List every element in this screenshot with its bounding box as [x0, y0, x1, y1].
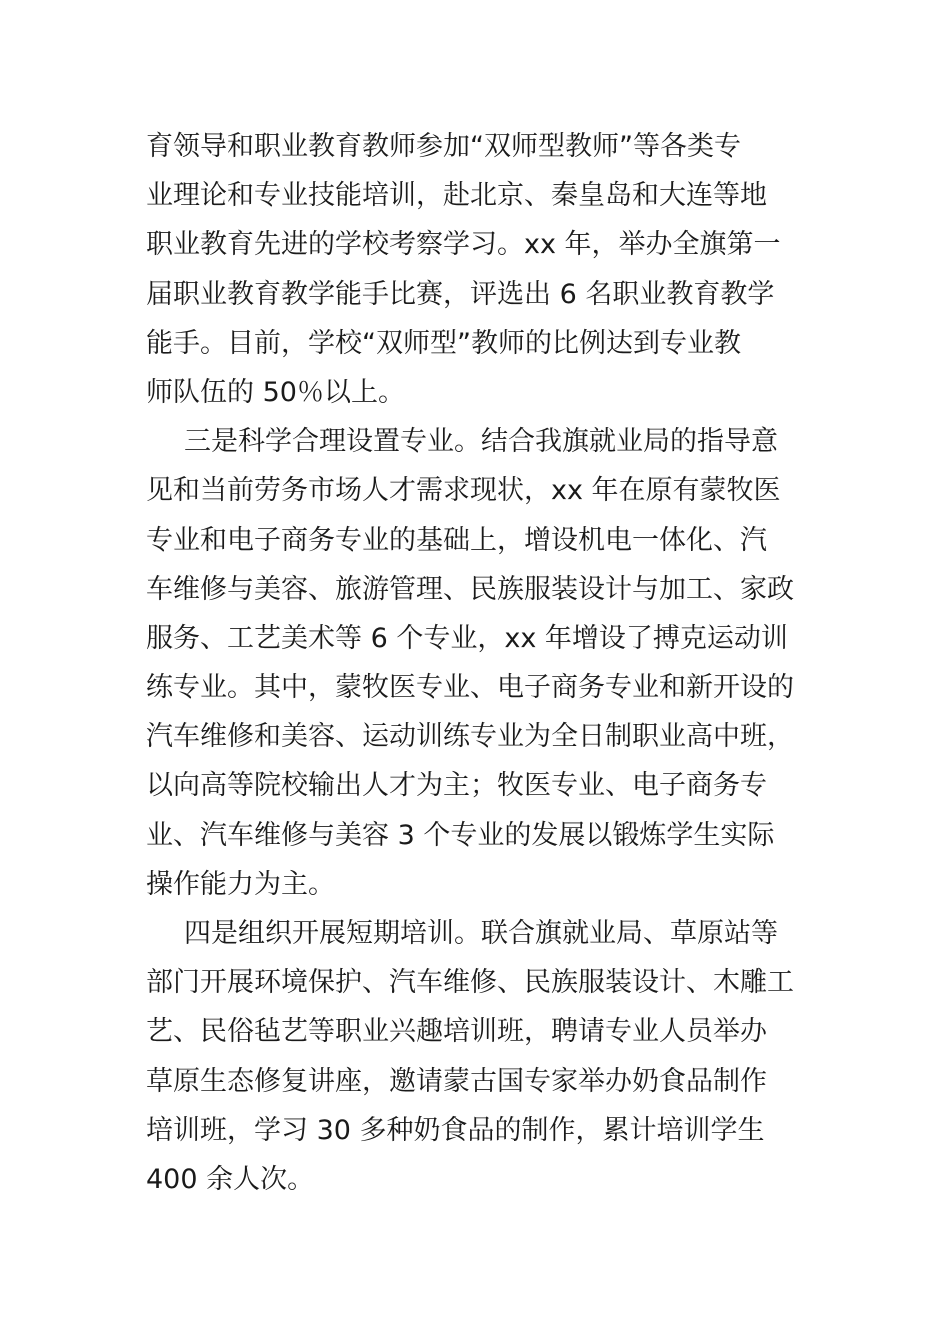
text-line: 培训班，学习 30 多种奶食品的制作，累计培训学生: [146, 1114, 765, 1146]
text-line: 操作能力为主。: [146, 868, 335, 900]
text-line: 专业和电子商务专业的基础上，增设机电一体化、汽: [146, 524, 767, 556]
text-line: 400 余人次。: [146, 1163, 315, 1195]
paragraph-teacher-training: [146, 122, 826, 417]
text-line: 服务、工艺美术等 6 个专业，xx 年增设了搏克运动训: [146, 622, 788, 654]
text-line: 师队伍的 50％以上。: [146, 376, 405, 408]
text-line: 艺、民俗毡艺等职业兴趣培训班，聘请专业人员举办: [146, 1016, 767, 1048]
text-line: 车维修与美容、旅游管理、民族服装设计与加工、家政: [146, 573, 794, 605]
text-line: 四是组织开展短期培训。联合旗就业局、草原站等: [184, 918, 778, 949]
text-line: 能手。目前，学校“双师型”教师的比例达到专业教: [146, 327, 741, 359]
document-body: [146, 122, 826, 1204]
text-line: 育领导和职业教育教师参加“双师型教师”等各类专: [146, 131, 741, 162]
text-line: 见和当前劳务市场人才需求现状，xx 年在原有蒙牧医: [146, 475, 781, 507]
text-line: 草原生态修复讲座，邀请蒙古国专家举办奶食品制作: [146, 1065, 767, 1097]
text-line: 届职业教育教学能手比赛，评选出 6 名职业教育教学: [146, 278, 775, 310]
text-line: 三是科学合理设置专业。结合我旗就业局的指导意: [184, 426, 778, 458]
text-line: 职业教育先进的学校考察学习。xx 年，举办全旗第一: [146, 229, 781, 261]
text-line: 业、汽车维修与美容 3 个专业的发展以锻炼学生实际: [146, 819, 775, 851]
paragraph-short-training: [146, 909, 826, 1204]
text-line: 以向高等院校输出人才为主；牧医专业、电子商务专: [146, 770, 767, 802]
text-line: 业理论和专业技能培训，赴北京、秦皇岛和大连等地: [146, 180, 767, 212]
paragraph-majors-setup: [146, 417, 826, 909]
text-line: 部门开展环境保护、汽车维修、民族服装设计、木雕工: [146, 967, 794, 999]
text-line: 汽车维修和美容、运动训练专业为全日制职业高中班，: [146, 721, 794, 753]
text-line: 练专业。其中，蒙牧医专业、电子商务专业和新开设的: [146, 672, 794, 704]
